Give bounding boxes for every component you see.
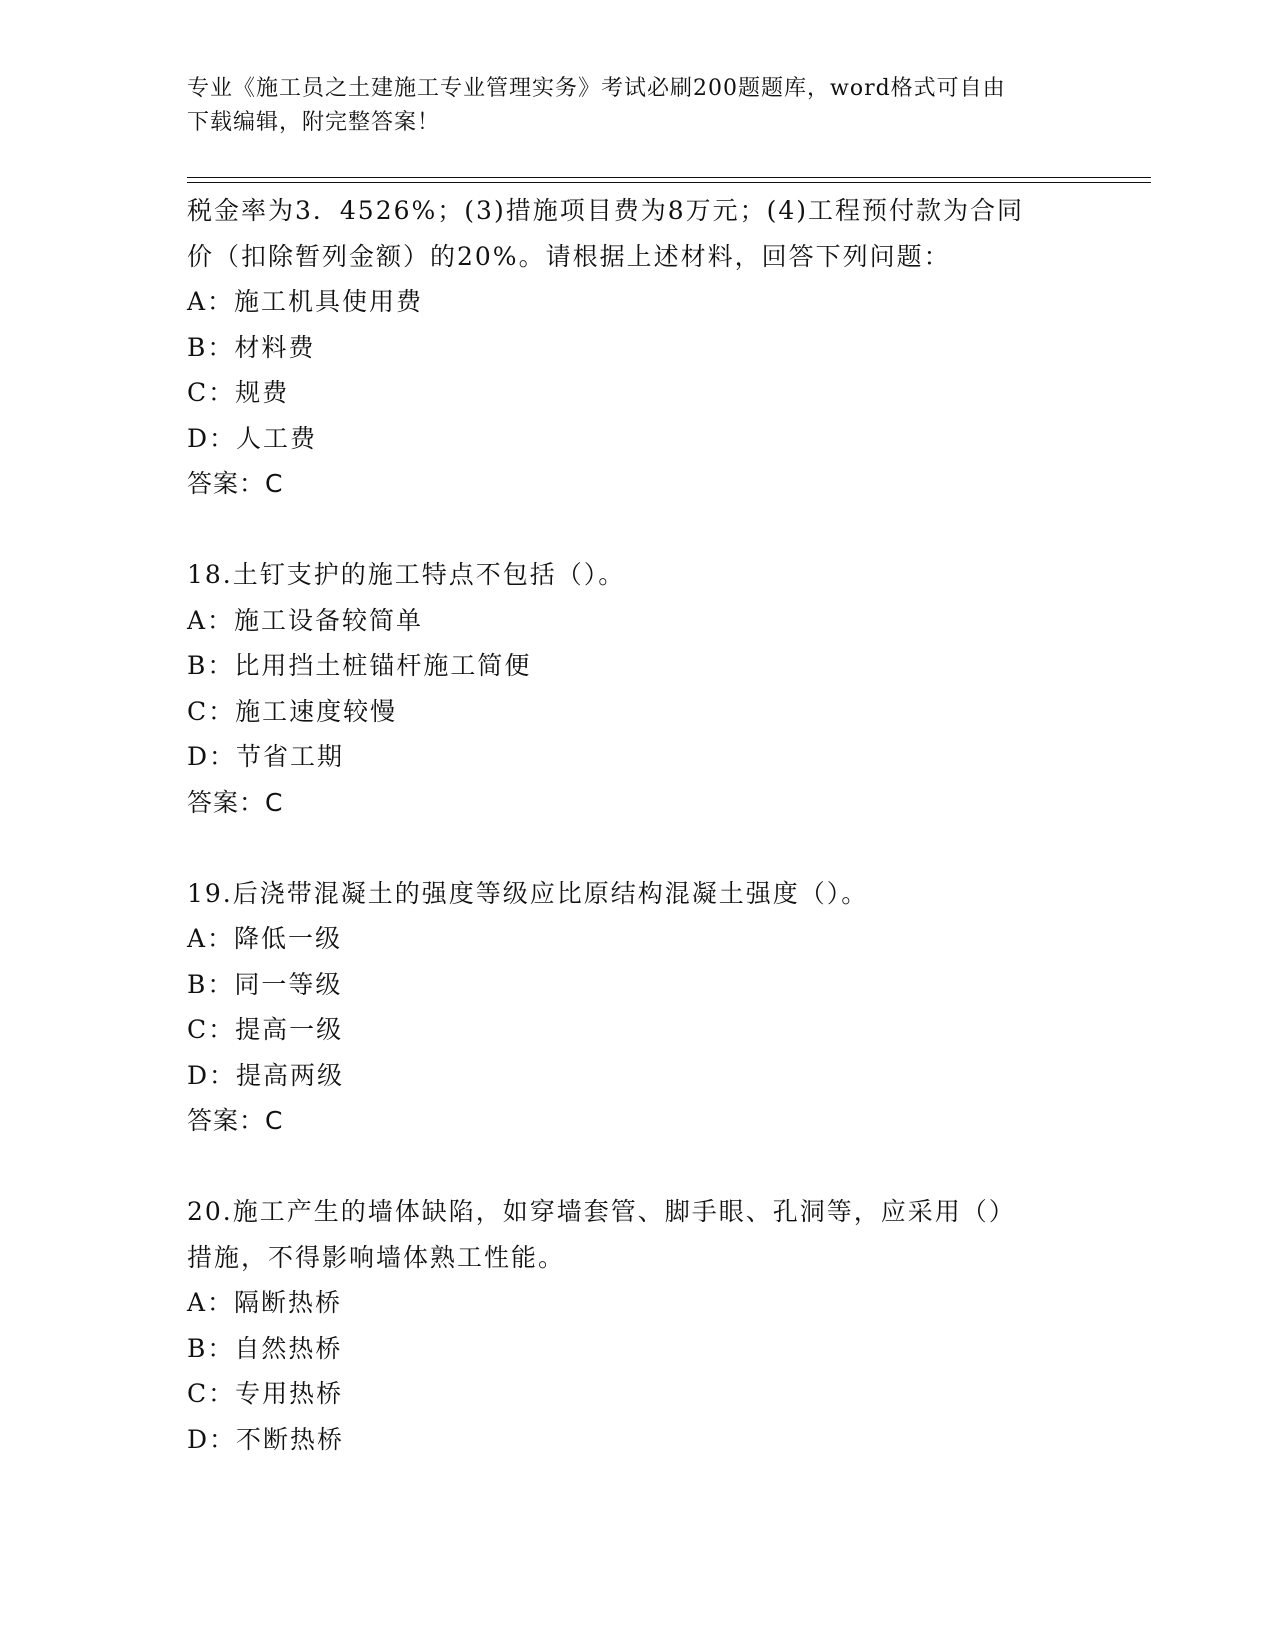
question-18-option-d: D：节省工期: [187, 742, 345, 771]
question-content: [187, 188, 1067, 1462]
header-line-1: 专业《施工员之土建施工专业管理实务》考试必刷200题题库，word格式可自由: [187, 76, 1006, 101]
question-19-option-c: C：提高一级: [187, 1015, 344, 1044]
question-19: [187, 871, 1067, 1144]
question-18-option-c: C：施工速度较慢: [187, 696, 398, 726]
question-19-option-a: A：降低一级: [187, 924, 343, 953]
question-19-stem: 19.后浇带混凝土的强度等级应比原结构混凝土强度（）。: [187, 878, 869, 908]
question-20-option-a: A：隔断热桥: [187, 1288, 343, 1317]
question-18-answer: 答案：C: [187, 787, 284, 817]
header-line-2: 下载编辑，附完整答案！: [187, 110, 441, 135]
question-17-stem-line-2: 价（扣除暂列金额）的20%。请根据上述材料，回答下列问题：: [187, 241, 951, 271]
question-17-option-b: B：材料费: [187, 332, 316, 362]
question-20-option-b: B：自然热桥: [187, 1333, 343, 1363]
question-20-option-c: C：专用热桥: [187, 1379, 344, 1408]
question-17-option-c: C：规费: [187, 378, 290, 407]
question-20: [187, 1189, 1067, 1462]
question-18-option-a: A：施工设备较简单: [187, 605, 424, 635]
question-18: [187, 552, 1067, 825]
question-17-option-d: D：人工费: [187, 423, 318, 453]
question-17-stem-line-1: 税金率为3．4526%；(3)措施项目费为8万元；(4)工程预付款为合同: [187, 196, 1025, 225]
question-20-option-d: D：不断热桥: [187, 1424, 345, 1454]
question-19-answer: 答案：C: [187, 1106, 284, 1135]
header-divider-top: [187, 177, 1151, 178]
question-19-option-d: D：提高两级: [187, 1060, 345, 1090]
document-header: [187, 72, 1067, 140]
question-17-answer: 答案：C: [187, 469, 284, 498]
question-20-stem-line-1: 20.施工产生的墙体缺陷，如穿墙套管、脚手眼、孔洞等，应采用（）: [187, 1197, 1016, 1226]
question-spacer: [187, 825, 1067, 871]
question-20-stem-line-2: 措施，不得影响墙体熟工性能。: [187, 1242, 566, 1272]
header-divider-bottom: [187, 182, 1151, 183]
question-18-stem: 18.土钉支护的施工特点不包括（）。: [187, 560, 626, 589]
question-spacer: [187, 1144, 1067, 1190]
question-18-option-b: B：比用挡土桩锚杆施工简便: [187, 651, 532, 680]
question-spacer: [187, 507, 1067, 553]
question-17-option-a: A：施工机具使用费: [187, 287, 424, 316]
question-17: [187, 188, 1067, 507]
question-19-option-b: B：同一等级: [187, 969, 343, 999]
